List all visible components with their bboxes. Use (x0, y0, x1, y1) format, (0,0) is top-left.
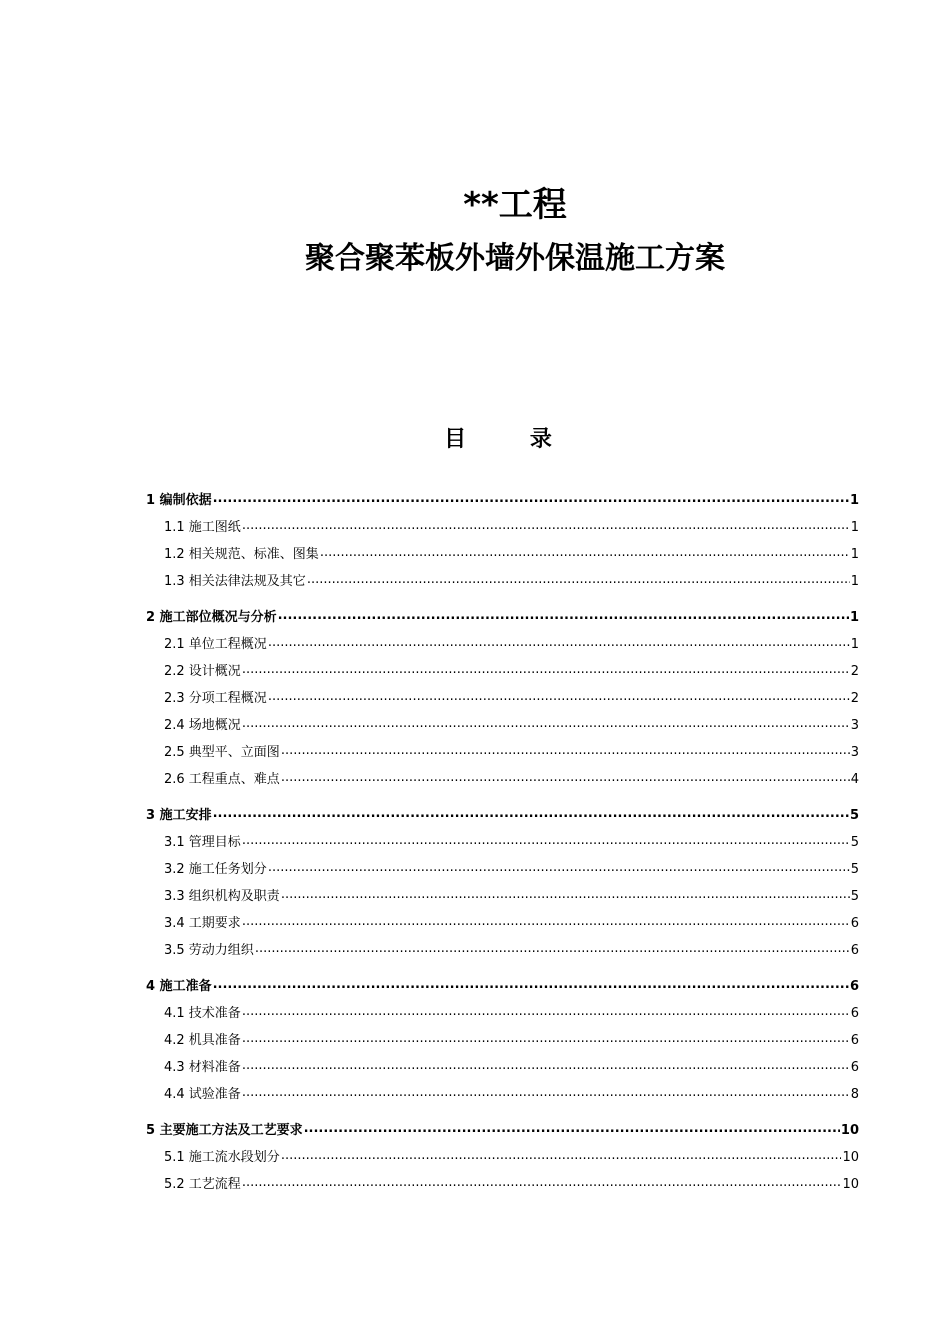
toc-heading: 目 录 (444, 427, 580, 452)
toc-entry-label: 4 施工准备 (146, 979, 212, 994)
toc-page-number: 6 (850, 1060, 859, 1075)
toc-page-number: 1 (849, 493, 859, 508)
toc-section-entry[interactable] (146, 1059, 859, 1076)
toc-section-entry[interactable] (146, 744, 859, 761)
toc-page-number: 8 (850, 1087, 859, 1102)
toc-section-entry[interactable] (146, 717, 859, 734)
toc-entry-label: 2.4 场地概况 (164, 718, 241, 733)
toc-dot-leader (213, 807, 849, 819)
toc-page-number: 3 (850, 718, 859, 733)
document-title (0, 182, 950, 282)
toc-dot-leader (268, 636, 850, 648)
toc-dot-leader (242, 519, 850, 531)
toc-dot-leader (242, 1176, 842, 1188)
toc-section-entry[interactable] (146, 546, 859, 563)
plan-title: 聚合聚苯板外墙外保温施工方案 (305, 241, 725, 276)
toc-dot-leader (242, 663, 850, 675)
toc-section-entry[interactable] (146, 663, 859, 680)
toc-page-number: 5 (850, 862, 859, 877)
toc-section-entry[interactable] (146, 1086, 859, 1103)
project-name: **工程 (463, 185, 567, 225)
toc-section-entry[interactable] (146, 1176, 859, 1193)
toc-dot-leader (278, 609, 849, 621)
toc-dot-leader (268, 690, 850, 702)
toc-dot-leader (281, 888, 850, 900)
toc-page-number: 4 (850, 772, 859, 787)
toc-dot-leader (213, 978, 849, 990)
toc-entry-label: 1.1 施工图纸 (164, 520, 241, 535)
table-of-contents (146, 486, 859, 1193)
toc-section-entry[interactable] (146, 771, 859, 788)
toc-page-number: 6 (850, 916, 859, 931)
toc-page-number: 10 (840, 1123, 859, 1138)
toc-dot-leader (242, 1086, 850, 1098)
toc-entry-label: 2.5 典型平、立面图 (164, 745, 280, 760)
toc-dot-leader (213, 492, 849, 504)
toc-dot-leader (268, 861, 850, 873)
toc-dot-leader (320, 546, 850, 558)
toc-dot-leader (242, 1032, 850, 1044)
toc-entry-label: 2.1 单位工程概况 (164, 637, 267, 652)
toc-entry-label: 1.2 相关规范、标准、图集 (164, 547, 319, 562)
toc-entry-label: 3.3 组织机构及职责 (164, 889, 280, 904)
toc-dot-leader (307, 573, 850, 585)
toc-dot-leader (242, 717, 850, 729)
toc-section-entry[interactable] (146, 1005, 859, 1022)
toc-entry-label: 2.6 工程重点、难点 (164, 772, 280, 787)
toc-page-number: 1 (850, 574, 859, 589)
toc-entry-label: 3.1 管理目标 (164, 835, 241, 850)
toc-entry-label: 1 编制依据 (146, 493, 212, 508)
toc-section-entry[interactable] (146, 888, 859, 905)
toc-dot-leader (281, 744, 850, 756)
toc-section-entry[interactable] (146, 861, 859, 878)
toc-entry-label: 5 主要施工方法及工艺要求 (146, 1123, 303, 1138)
toc-page-number: 2 (850, 691, 859, 706)
toc-section-entry[interactable] (146, 519, 859, 536)
toc-page-number: 5 (849, 808, 859, 823)
toc-dot-leader (242, 915, 850, 927)
toc-dot-leader (242, 1059, 850, 1071)
toc-entry-label: 3 施工安排 (146, 808, 212, 823)
toc-page-number: 1 (850, 637, 859, 652)
toc-page-number: 1 (850, 520, 859, 535)
toc-entry-label: 1.3 相关法律法规及其它 (164, 574, 306, 589)
toc-section-entry[interactable] (146, 573, 859, 590)
toc-section-entry[interactable] (146, 834, 859, 851)
toc-entry-label: 4.1 技术准备 (164, 1006, 241, 1021)
toc-page-number: 5 (850, 835, 859, 850)
toc-page-number: 5 (850, 889, 859, 904)
toc-section-entry[interactable] (146, 1149, 859, 1166)
toc-entry-label: 3.5 劳动力组织 (164, 943, 254, 958)
toc-entry-label: 4.4 试验准备 (164, 1087, 241, 1102)
toc-dot-leader (304, 1122, 840, 1134)
toc-entry-label: 5.1 施工流水段划分 (164, 1150, 280, 1165)
toc-chapter-entry[interactable] (146, 807, 859, 824)
toc-page-number: 3 (850, 745, 859, 760)
toc-chapter-entry[interactable] (146, 492, 859, 509)
toc-section-entry[interactable] (146, 942, 859, 959)
toc-page-number: 6 (850, 1033, 859, 1048)
toc-dot-leader (242, 1005, 850, 1017)
toc-page-number: 2 (850, 664, 859, 679)
toc-entry-label: 2 施工部位概况与分析 (146, 610, 277, 625)
toc-dot-leader (281, 771, 850, 783)
toc-chapter-entry[interactable] (146, 1122, 859, 1139)
toc-chapter-entry[interactable] (146, 978, 859, 995)
toc-page-number: 6 (849, 979, 859, 994)
toc-page-number: 6 (850, 1006, 859, 1021)
toc-entry-label: 4.3 材料准备 (164, 1060, 241, 1075)
toc-entry-label: 2.2 设计概况 (164, 664, 241, 679)
toc-dot-leader (255, 942, 850, 954)
toc-page-number: 1 (849, 610, 859, 625)
toc-page-number: 1 (850, 547, 859, 562)
toc-entry-label: 3.4 工期要求 (164, 916, 241, 931)
toc-page-number: 6 (850, 943, 859, 958)
toc-dot-leader (281, 1149, 842, 1161)
toc-entry-label: 5.2 工艺流程 (164, 1177, 241, 1192)
toc-page-number: 10 (842, 1150, 859, 1165)
toc-section-entry[interactable] (146, 636, 859, 653)
toc-page-number: 10 (842, 1177, 859, 1192)
toc-section-entry[interactable] (146, 690, 859, 707)
toc-section-entry[interactable] (146, 1032, 859, 1049)
toc-entry-label: 2.3 分项工程概况 (164, 691, 267, 706)
toc-chapter-entry[interactable] (146, 609, 859, 626)
toc-dot-leader (242, 834, 850, 846)
toc-entry-label: 3.2 施工任务划分 (164, 862, 267, 877)
toc-entry-label: 4.2 机具准备 (164, 1033, 241, 1048)
toc-section-entry[interactable] (146, 915, 859, 932)
